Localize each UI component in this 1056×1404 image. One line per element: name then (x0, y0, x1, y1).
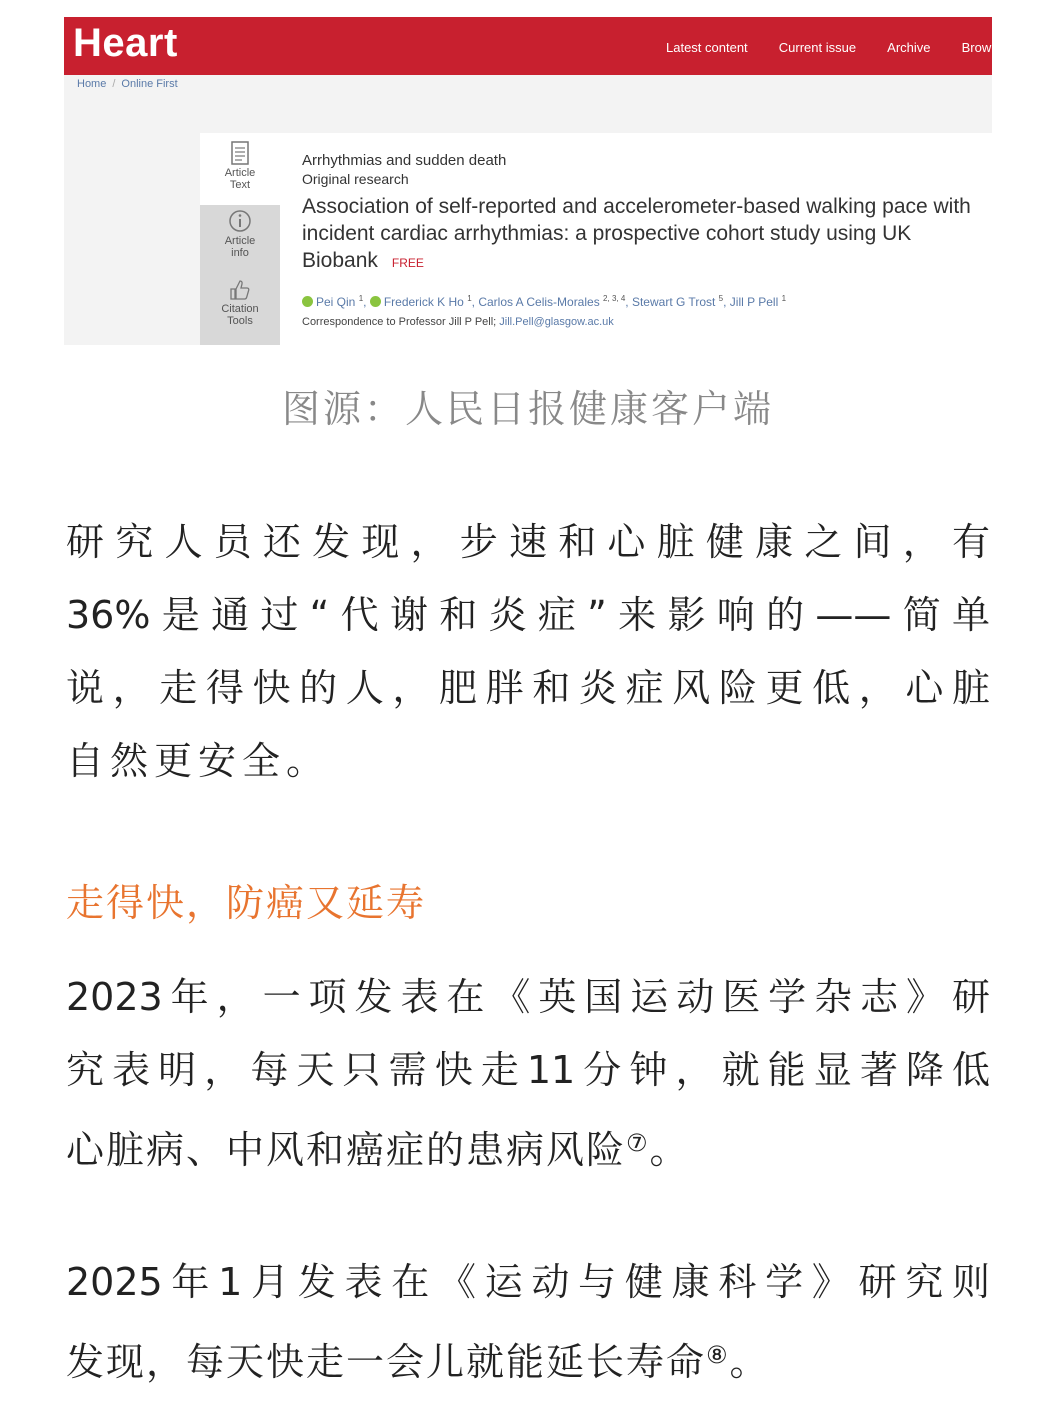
journal-nav (666, 37, 992, 56)
thumbs-up-icon (228, 279, 252, 301)
nav-latest-content[interactable]: Latest content (666, 40, 748, 55)
sidebar-item-article-text[interactable] (200, 133, 280, 205)
affiliation-mark: 2, 3, 4 (603, 294, 626, 303)
reference-mark: ⑧ (706, 1341, 730, 1369)
affiliation-mark: 1 (467, 294, 472, 303)
article-summary (280, 133, 992, 345)
article-title-text: Association of self-reported and accelerometer-based walking pace with incident cardiac arrhythmias: a prospective cohort study using UK Biobank (302, 195, 971, 272)
journal-logo: Heart (73, 21, 178, 65)
correspondence-email-link[interactable]: Jill.Pell@glasgow.ac.uk (499, 316, 614, 328)
journal-screenshot (64, 17, 992, 345)
sidebar-label-article-text: Article Text (224, 167, 256, 191)
document-icon (230, 141, 250, 165)
breadcrumb-home[interactable]: Home (77, 78, 107, 90)
text-line: 2025年1月发表在《运动与健康科学》研究则 (66, 1260, 990, 1304)
text-line: 研究人员还发现，步速和心脏健康之间，有 (66, 520, 990, 564)
author-link[interactable]: Carlos A Celis-Morales (478, 295, 600, 309)
author-link[interactable]: Stewart G Trost (631, 295, 716, 309)
text-line: 2023年，一项发表在《英国运动医学杂志》研 (66, 975, 990, 1019)
reference-mark: ⑦ (626, 1129, 650, 1157)
nav-current-issue[interactable]: Current issue (778, 40, 857, 55)
affiliation-mark: 1 (358, 294, 364, 303)
correspondence-text: Correspondence to Professor Jill P Pell; (302, 316, 497, 328)
text-line (66, 1107, 990, 1180)
section-heading: 走得快，防癌又延寿 (66, 881, 427, 925)
paragraph-1 (66, 506, 990, 798)
affiliation-mark: 5 (718, 294, 724, 303)
sidebar-item-citation-tools[interactable] (200, 279, 280, 327)
text-line (66, 1319, 990, 1392)
article-type: Original research (302, 171, 409, 187)
breadcrumb-online-first[interactable]: Online First (121, 78, 178, 90)
free-badge: FREE (391, 256, 424, 270)
affiliation-mark: 1 (781, 294, 787, 303)
author-link[interactable]: Jill P Pell (729, 295, 779, 309)
sidebar-item-article-info[interactable] (200, 209, 280, 259)
paragraph-3 (66, 1246, 990, 1392)
image-caption: 图源：人民日报健康客户端 (281, 387, 774, 431)
article-subject[interactable]: Arrhythmias and sudden death (302, 152, 507, 169)
breadcrumb: Home / Online First (77, 78, 178, 90)
journal-header-bar (64, 17, 992, 75)
text-line: 究表明，每天只需快走11分钟，就能显著降低 (66, 1048, 990, 1092)
orcid-icon[interactable] (370, 296, 381, 307)
article-sidebar (200, 133, 280, 345)
sidebar-label-article-info: Article info (224, 235, 256, 259)
text-segment: 。 (729, 1340, 770, 1384)
text-line: 36%是通过“代谢和炎症”来影响的——简单 (66, 593, 990, 637)
sidebar-label-citation-tools: Citation Tools (221, 303, 259, 327)
article-title (302, 193, 992, 277)
text-line: 自然更安全。 (66, 739, 331, 783)
text-segment: 发现，每天快走一会儿就能延长寿命 (66, 1340, 707, 1384)
orcid-icon[interactable] (302, 296, 313, 307)
info-icon (228, 209, 252, 233)
paragraph-2 (66, 961, 990, 1180)
text-line: 说，走得快的人，肥胖和炎症风险更低，心脏 (66, 666, 990, 710)
correspondence (302, 316, 614, 328)
author-link[interactable]: Pei Qin (316, 295, 356, 309)
author-link[interactable]: Frederick K Ho (383, 295, 464, 309)
nav-archive[interactable]: Archive (887, 40, 931, 55)
text-segment: 。 (649, 1128, 690, 1172)
author-list: Pei Qin $^1$, Frederick K Ho $^1$, Carlos A Celis-Morales $^{2, 3, 4}$, Stewart G Trost $^5$, Jill P Pell $^1$ (302, 294, 786, 309)
text-segment: 心脏病、中风和癌症的患病风险 (66, 1128, 627, 1172)
nav-browse[interactable]: Brow (961, 40, 992, 55)
